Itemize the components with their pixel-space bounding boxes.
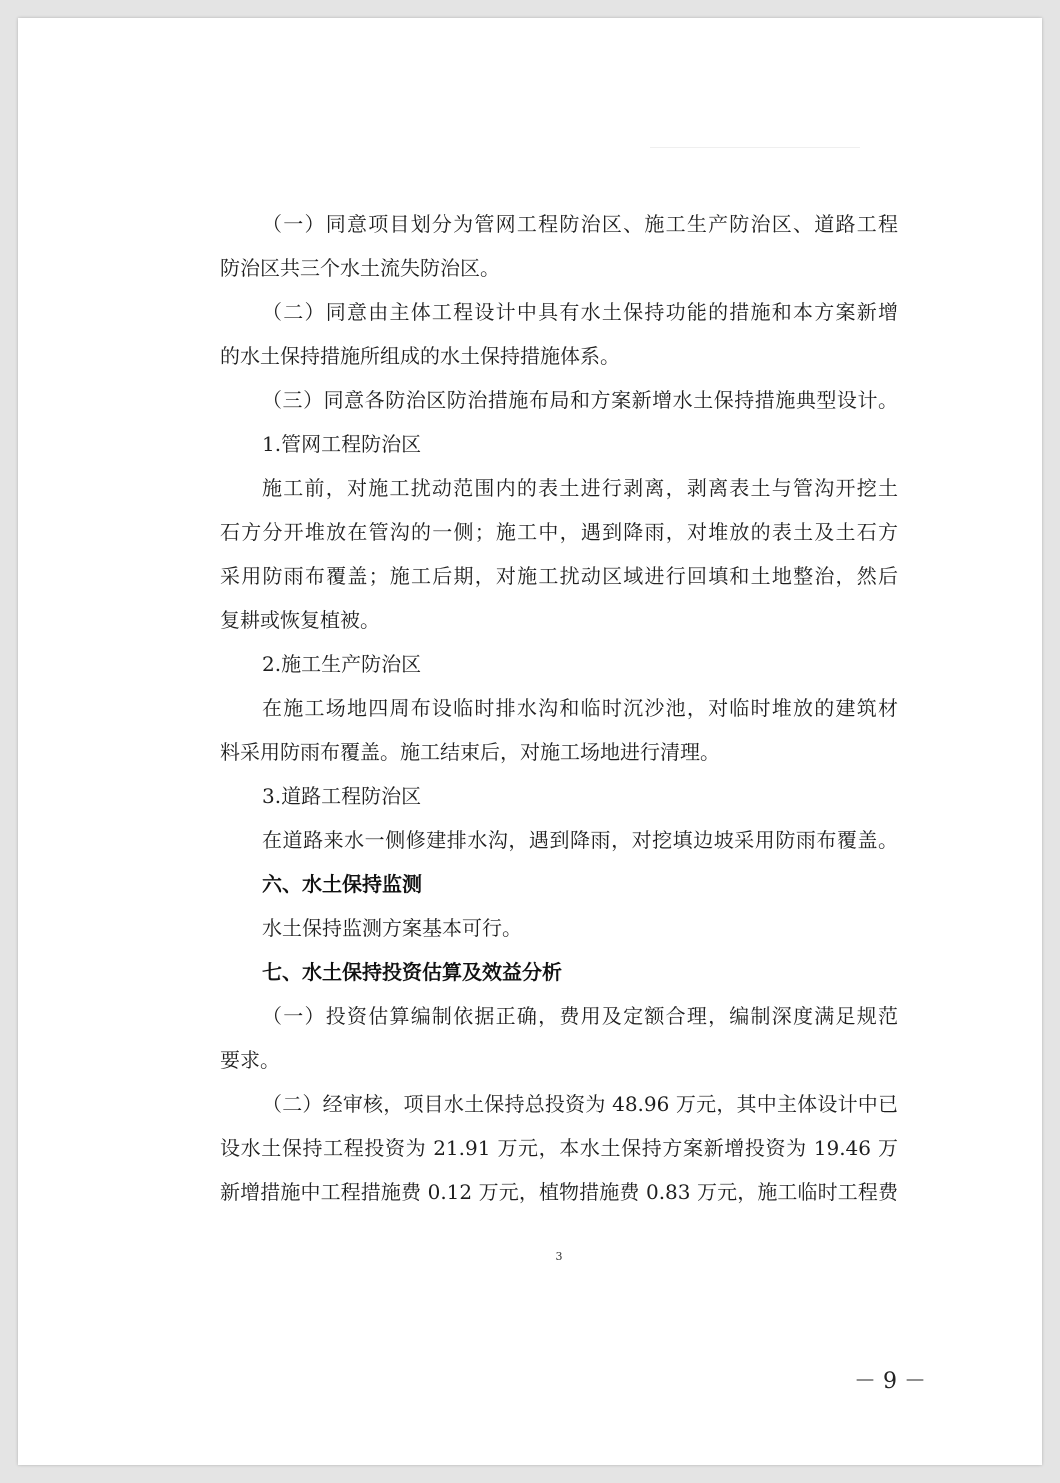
paragraph-14-line-2: 设水土保持工程投资为 21.91 万元，本水土保持方案新增投资为 19.46 万 xyxy=(220,1136,898,1160)
paragraph-1-line-1: （一）同意项目划分为管网工程防治区、施工生产防治区、道路工程 xyxy=(262,212,898,236)
paragraph-14-line-3: 新增措施中工程措施费 0.12 万元，植物措施费 0.83 万元，施工临时工程费 xyxy=(220,1180,898,1204)
scan-mark xyxy=(650,147,860,148)
document-page xyxy=(18,18,1042,1465)
paragraph-7-line-2: 料采用防雨布覆盖。施工结束后，对施工场地进行清理。 xyxy=(220,740,720,764)
paragraph-5-line-1: 施工前，对施工扰动范围内的表土进行剥离，剥离表土与管沟开挖土 xyxy=(262,476,898,500)
paragraph-13-line-2: 要求。 xyxy=(220,1048,280,1072)
subheading-road: 3.道路工程防治区 xyxy=(262,784,422,808)
paragraph-5-line-2: 石方分开堆放在管沟的一侧；施工中，遇到降雨，对堆放的表土及土石方 xyxy=(220,520,898,544)
paragraph-1-line-2: 防治区共三个水土流失防治区。 xyxy=(220,256,500,280)
paragraph-11-line-1: 水土保持监测方案基本可行。 xyxy=(262,916,522,940)
subheading-pipe-network: 1.管网工程防治区 xyxy=(262,432,422,456)
body-text xyxy=(220,202,898,1214)
paragraph-5-line-3: 采用防雨布覆盖；施工后期，对施工扰动区域进行回填和土地整治，然后 xyxy=(220,564,898,588)
section-heading-investment: 七、水土保持投资估算及效益分析 xyxy=(262,960,562,984)
paragraph-9-line-1: 在道路来水一侧修建排水沟，遇到降雨，对挖填边坡采用防雨布覆盖。 xyxy=(262,828,898,852)
paragraph-13-line-1: （一）投资估算编制依据正确，费用及定额合理，编制深度满足规范 xyxy=(262,1004,898,1028)
page-number: － 9 － xyxy=(854,1369,926,1394)
section-heading-monitoring: 六、水土保持监测 xyxy=(262,872,422,896)
paragraph-3-line-1: （三）同意各防治区防治措施布局和方案新增水土保持措施典型设计。 xyxy=(262,388,898,412)
subheading-construction: 2.施工生产防治区 xyxy=(262,652,422,676)
paragraph-7-line-1: 在施工场地四周布设临时排水沟和临时沉沙池，对临时堆放的建筑材 xyxy=(262,696,898,720)
paragraph-5-line-4: 复耕或恢复植被。 xyxy=(220,608,380,632)
paragraph-2-line-2: 的水土保持措施所组成的水土保持措施体系。 xyxy=(220,344,620,368)
paragraph-2-line-1: （二）同意由主体工程设计中具有水土保持功能的措施和本方案新增 xyxy=(262,300,898,324)
inner-page-number: 3 xyxy=(555,1250,563,1263)
paragraph-14-line-1: （二）经审核，项目水土保持总投资为 48.96 万元，其中主体设计中已 xyxy=(262,1092,898,1116)
